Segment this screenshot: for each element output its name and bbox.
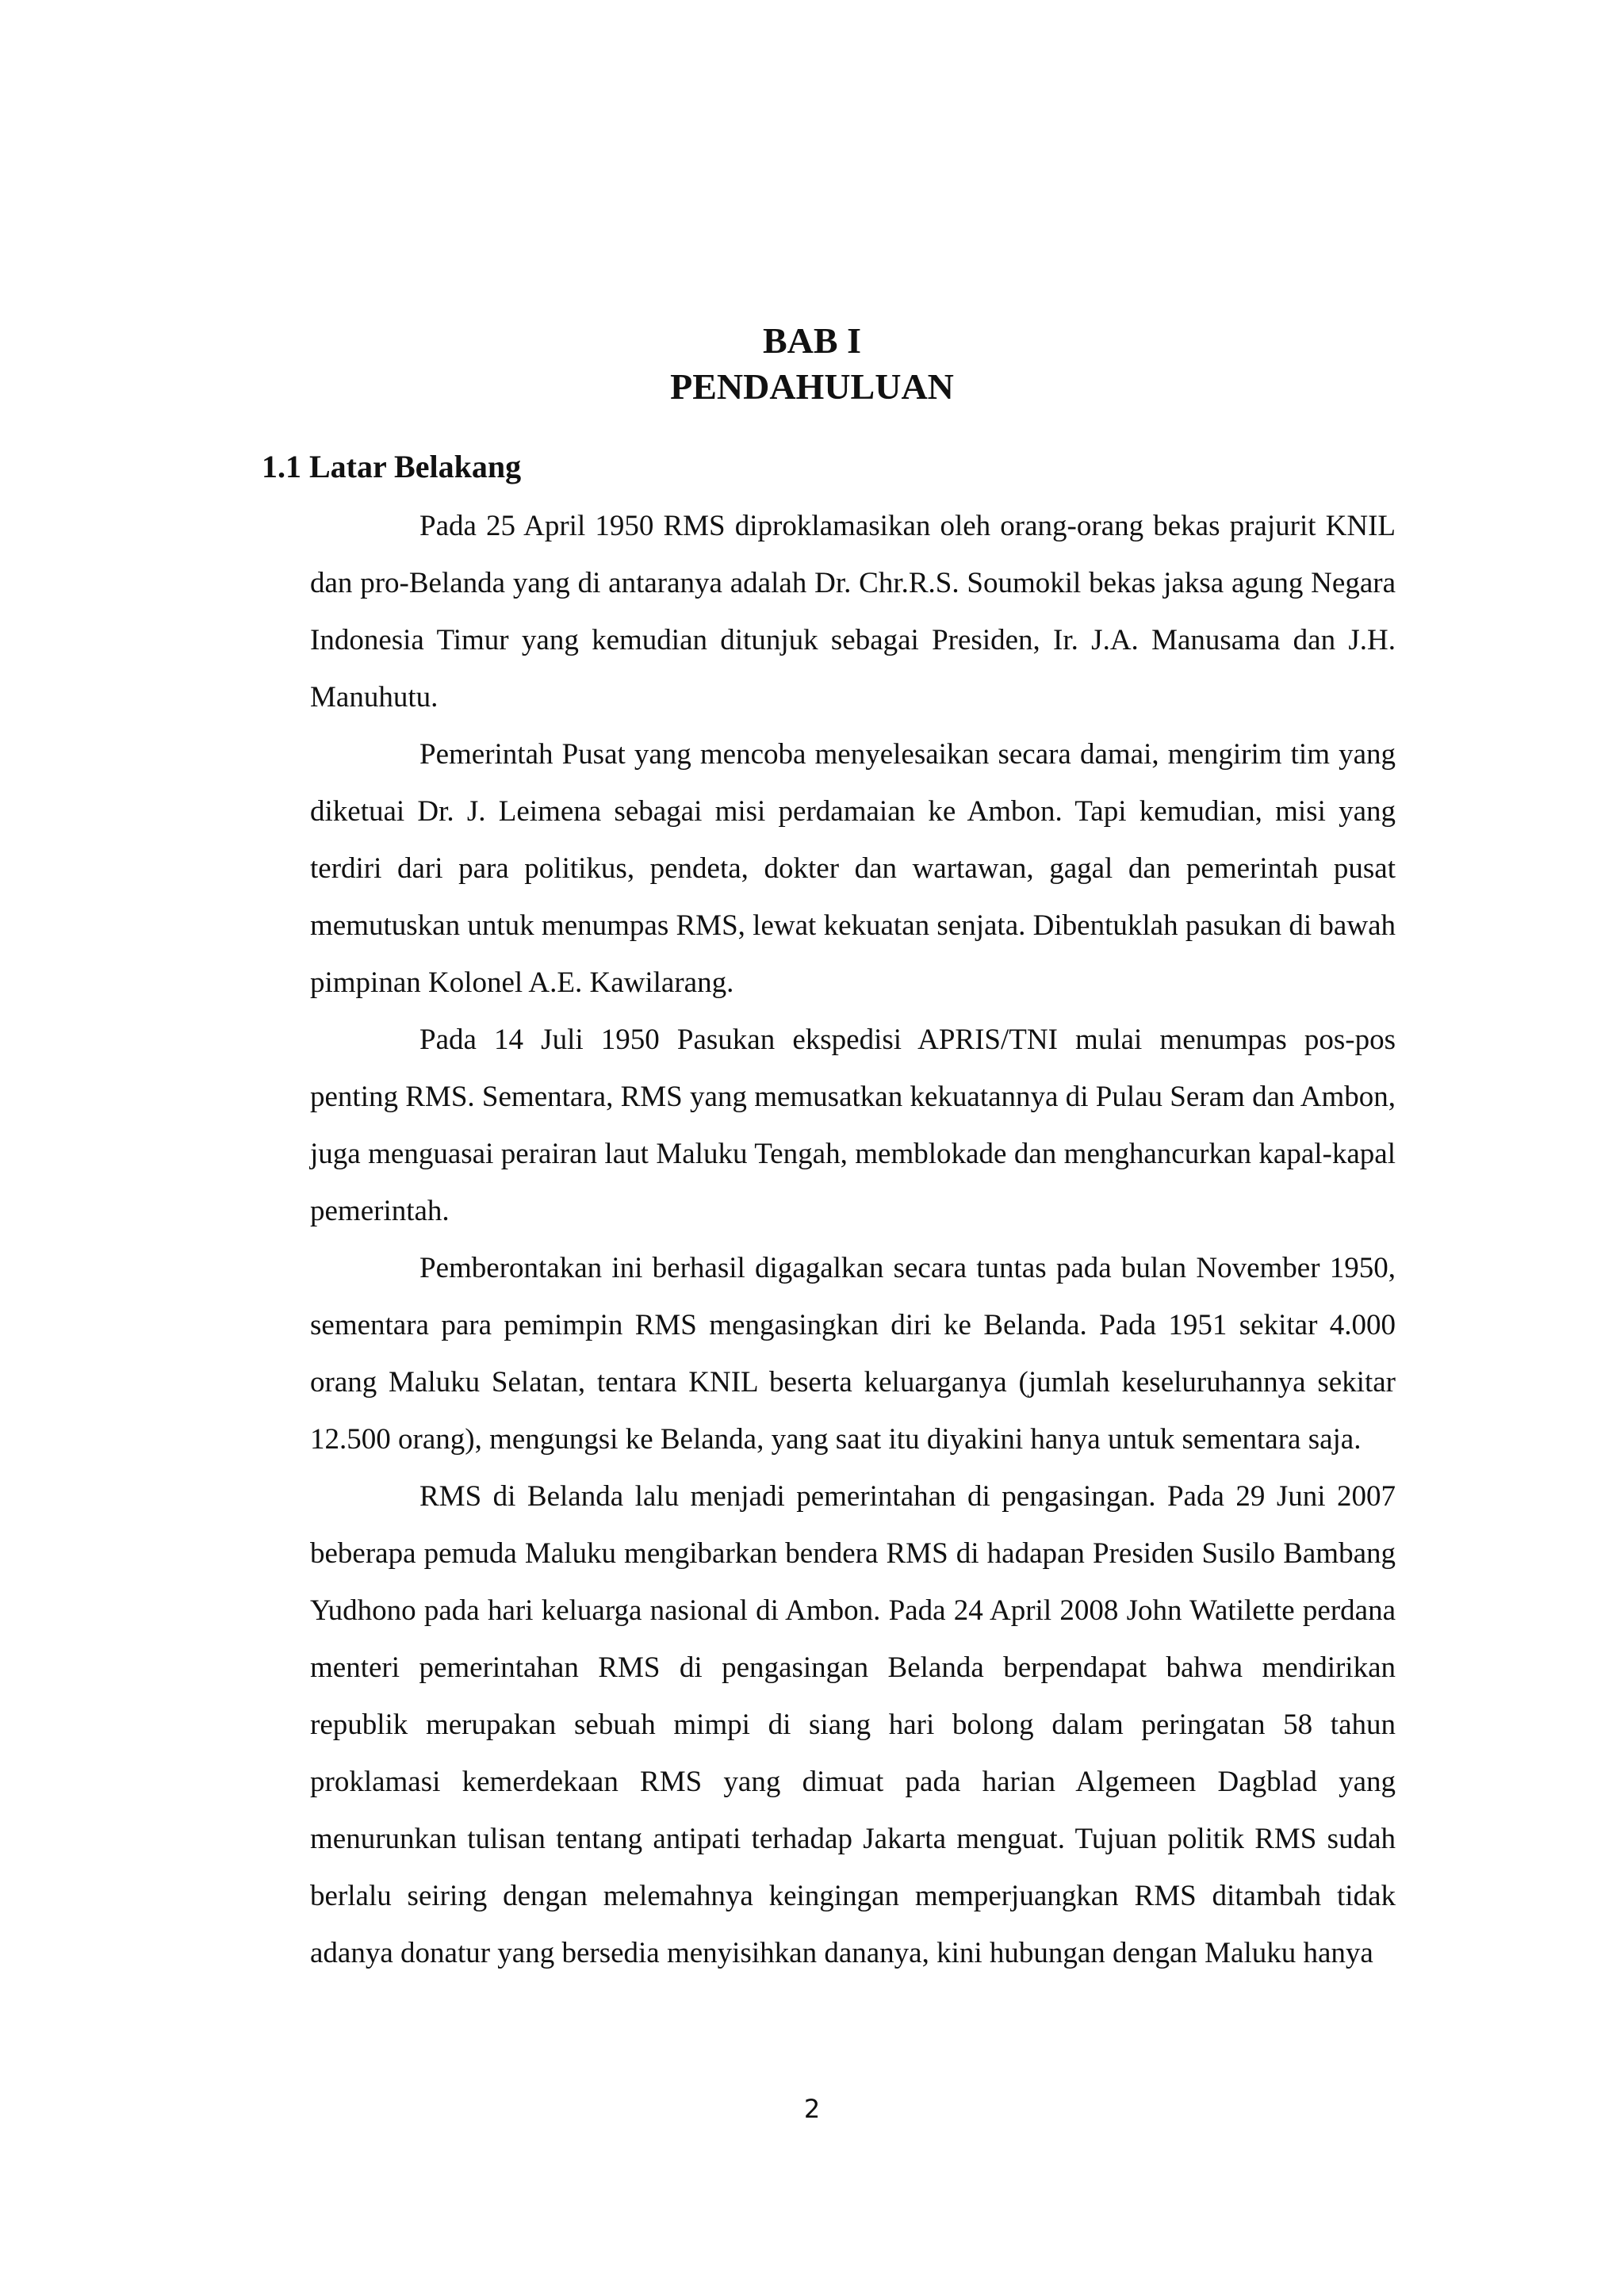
chapter-title: PENDAHULUAN (670, 366, 954, 407)
paragraph: Pada 14 Juli 1950 Pasukan ekspedisi APRIS/TNI mulai menumpas pos-pos penting RMS. Sementara, RMS yang memusatkan kekuatannya di Pulau Seram dan Ambon, juga menguasai perairan laut Maluku Tengah, memblokade dan menghancurkan kapal-kapal pemerintah. (310, 1024, 1396, 1227)
page-number: 2 (803, 2094, 821, 2124)
chapter-label: BAB I (763, 320, 861, 361)
body-text (310, 498, 1396, 1982)
paragraph: Pemerintah Pusat yang mencoba menyelesaikan secara damai, mengirim tim yang diketuai Dr. J. Leimena sebagai misi perdamaian ke Ambon. Tapi kemudian, misi yang terdiri dari para politikus, pendeta, dokter dan wartawan, gagal dan pemerintah pusat memutuskan untuk menumpas RMS, lewat kekuatan senjata. Dibentuklah pasukan di bawah pimpinan Kolonel A.E. Kawilarang. (310, 738, 1396, 999)
paragraph: Pemberontakan ini berhasil digagalkan secara tuntas pada bulan November 1950, sementara para pemimpin RMS mengasingkan diri ke Belanda. Pada 1951 sekitar 4.000 orang Maluku Selatan, tentara KNIL beserta keluarganya (jumlah keseluruhannya sekitar 12.500 orang), mengungsi ke Belanda, yang saat itu diyakini hanya untuk sementara saja. (310, 1252, 1396, 1456)
section-heading: 1.1 Latar Belakang (262, 449, 522, 484)
paragraph: RMS di Belanda lalu menjadi pemerintahan di pengasingan. Pada 29 Juni 2007 beberapa pemuda Maluku mengibarkan bendera RMS di hadapan Presiden Susilo Bambang Yudhono pada hari keluarga nasional di Ambon. Pada 24 April 2008 John Watilette perdana menteri pemerintahan RMS di pengasingan Belanda berpendapat bahwa mendirikan republik merupakan sebuah mimpi di siang hari bolong dalam peringatan 58 tahun proklamasi kemerdekaan RMS yang dimuat pada harian Algemeen Dagblad yang menurunkan tulisan tentang antipati terhadap Jakarta menguat. Tujuan politik RMS sudah berlalu seiring dengan melemahnya keingingan memperjuangkan RMS ditambah tidak adanya donatur yang bersedia menyisihkan dananya, kini hubungan dengan Maluku hanya (310, 1480, 1396, 1969)
paragraph: Pada 25 April 1950 RMS diproklamasikan oleh orang-orang bekas prajurit KNIL dan pro-Belanda yang di antaranya adalah Dr. Chr.R.S. Soumokil bekas jaksa agung Negara Indonesia Timur yang kemudian ditunjuk sebagai Presiden, Ir. J.A. Manusama dan J.H. Manuhutu. (310, 510, 1396, 714)
